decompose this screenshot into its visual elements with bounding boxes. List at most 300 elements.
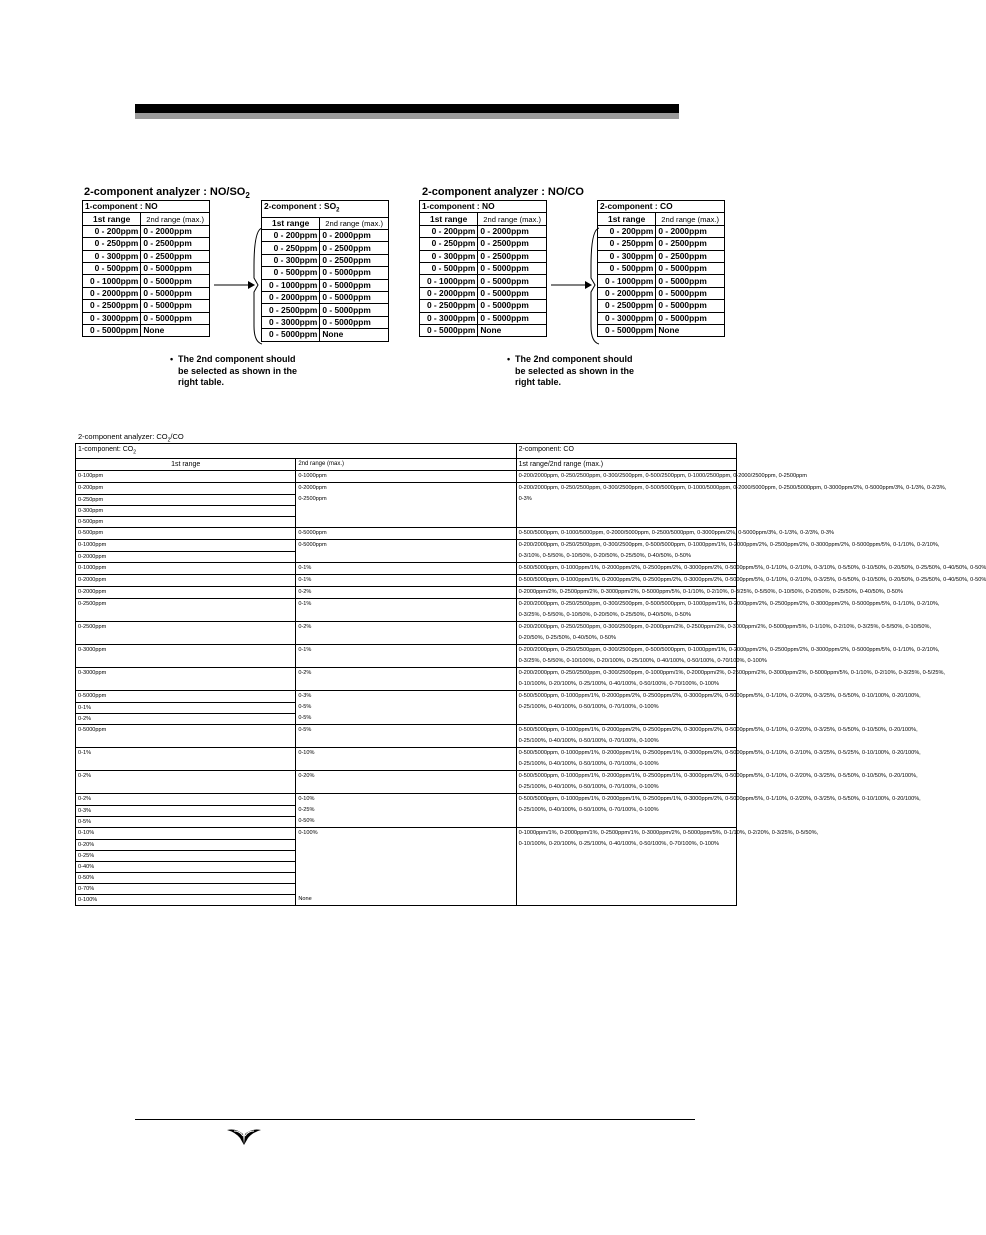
cell-line: 0-3/25%, 0-5/50%, 0-10/100%, 0-20/100%, 0-25/100%, 0-40/100%, 0-50/100%, 0-70/100%, 0-100% — [518, 658, 767, 665]
table-row — [76, 691, 737, 725]
col-header: 1st range — [262, 217, 320, 229]
cell-line: 0-2000ppm — [78, 577, 107, 584]
cell-line: 0-2500ppm — [298, 496, 327, 503]
second-range-cell — [296, 725, 516, 748]
first-range-cell: 0 - 200ppm — [420, 225, 478, 237]
cell-line: 0-1% — [298, 601, 312, 608]
first-range-cell: 0 - 300ppm — [598, 250, 656, 262]
table-row — [76, 563, 737, 575]
cell-line: 0-10% — [298, 750, 315, 757]
cell-line: 0-10/100%, 0-20/100%, 0-25/100%, 0-40/100%, 0-50/100%, 0-70/100%, 0-100% — [518, 841, 719, 848]
combination-cell — [516, 645, 940, 668]
right-arrow-bracket — [549, 226, 601, 346]
cell-line: 0-500/5000ppm, 0-1000ppm/1%, 0-2000ppm/2%, 0-2500ppm/2%, 0-3000ppm/2%, 0-5000ppm/5%, 0-1/10%, 0-2/20%, 0-3/25%, 0-5/50%, 0-10/100%, 0-20/100%, — [518, 693, 921, 700]
cell-line: 0-3% — [518, 496, 532, 503]
first-range-cell — [76, 575, 296, 587]
second-range-cell — [296, 691, 516, 725]
note-line: The 2nd component should — [515, 354, 633, 364]
first-range-cell — [76, 599, 296, 622]
second-range-cell — [296, 483, 516, 528]
first-range-cell: 0 - 5000ppm — [83, 324, 141, 336]
cell-line: 0-500/5000ppm, 0-1000ppm/1%, 0-2000ppm/1%, 0-2500ppm/1%, 0-3000ppm/2%, 0-5000ppm/5%, 0-1/10%, 0-2/20%, 0-3/25%, 0-5/50%, 0-10/100%, 0-20/100%, — [518, 796, 921, 803]
cell-line: 0-40% — [76, 861, 295, 872]
second-range-cell — [296, 668, 516, 691]
cell-line: 0-100% — [298, 830, 318, 837]
table-row — [83, 312, 210, 324]
first-range-cell: 0 - 2000ppm — [83, 287, 141, 299]
second-range-cell — [296, 575, 516, 587]
table-row — [598, 225, 725, 237]
cell-line: 0-2% — [76, 713, 295, 724]
first-range-cell: 0 - 3000ppm — [83, 312, 141, 324]
note-line: be selected as shown in the — [178, 365, 298, 376]
second-range-cell: 0 - 5000ppm — [141, 287, 210, 299]
combination-cell — [516, 691, 921, 725]
second-range-cell: 0 - 5000ppm — [141, 312, 210, 324]
first-range-cell: 0 - 250ppm — [598, 238, 656, 250]
cell-line: 0-200/2000ppm, 0-250/2500ppm, 0-300/2500ppm, 0-500/5000ppm, 0-1000ppm/1%, 0-2000ppm/2%, 0-2500ppm/2%, 0-3000ppm/2%, 0-5000ppm/5%, 0-1/10%, 0-2/10%, — [518, 542, 940, 549]
cell-line: 0-20% — [298, 773, 315, 780]
second-range-cell: 0 - 2500ppm — [141, 238, 210, 250]
cell-line: 0-3/25%, 0-5/50%, 0-10/50%, 0-20/50%, 0-25/50%, 0-40/50%, 0-50% — [518, 612, 691, 619]
table-row — [83, 324, 210, 336]
second-range-cell: None — [141, 324, 210, 336]
cell-line: 0-200/2000ppm, 0-250/2500ppm, 0-300/2500ppm, 0-500/5000ppm, 0-1000ppm/1%, 0-2000ppm/2%, 0-2500ppm/2%, 0-3000ppm/2%, 0-5000ppm/5%, 0-1/10%, 0-2/10%, — [518, 647, 940, 654]
table-row — [598, 312, 725, 324]
table-row — [262, 242, 389, 254]
cell-line: 0-2000ppm — [78, 589, 107, 596]
combination-cell — [516, 563, 986, 575]
first-range-cell: 0 - 3000ppm — [420, 312, 478, 324]
table-row — [420, 300, 547, 312]
cell-line: 0-200/2000ppm, 0-250/2500ppm, 0-300/2500ppm, 0-500/2500ppm, 0-1000/2500ppm, 0-2000/2500ppm, 0-2500ppm — [518, 473, 807, 480]
cell-line: 0-2500ppm — [78, 601, 107, 608]
second-range-cell — [296, 748, 516, 771]
cell-line: 0-1000ppm — [78, 542, 107, 549]
table-row — [420, 324, 547, 336]
note-line: right table. — [515, 377, 562, 387]
second-range-cell: 0 - 5000ppm — [320, 292, 389, 304]
header-rule-black — [135, 104, 679, 113]
table-row — [420, 275, 547, 287]
first-range-cell — [76, 471, 296, 483]
first-range-cell: 0 - 2500ppm — [83, 300, 141, 312]
header-rule-gray — [135, 113, 679, 119]
cell-line: 0-25/100%, 0-40/100%, 0-50/100%, 0-70/100%, 0-100% — [518, 784, 659, 791]
table-row — [83, 250, 210, 262]
table-row — [83, 287, 210, 299]
second-range-cell: None — [656, 324, 725, 336]
co2-co-table — [75, 443, 986, 906]
cell-line: 0-25/100%, 0-40/100%, 0-50/100%, 0-70/100%, 0-100% — [518, 761, 659, 768]
left-arrow-bracket — [212, 226, 264, 346]
table-row — [598, 300, 725, 312]
first-range-cell: 0 - 2500ppm — [420, 300, 478, 312]
table-row — [76, 645, 737, 668]
left-panel-title: 2-component analyzer : $NO/SO_2$ — [84, 186, 250, 201]
cell-line: 0-25/100%, 0-40/100%, 0-50/100%, 0-70/100%, 0-100% — [518, 807, 659, 814]
cell-line: 0-2% — [78, 796, 92, 803]
cell-line: 0-1% — [76, 702, 295, 713]
cell-line: 0-5% — [298, 715, 312, 722]
second-range-cell — [296, 599, 516, 622]
cell-line: 0-2500ppm — [78, 624, 107, 631]
combination-cell — [516, 771, 918, 794]
second-range-cell: 0 - 2500ppm — [478, 250, 547, 262]
table-row — [76, 794, 737, 828]
cell-line: 0-1% — [298, 577, 312, 584]
first-range-cell — [76, 528, 296, 540]
combination-cell — [516, 748, 921, 771]
col-header: 2nd range (max.) — [656, 213, 725, 225]
first-range-cell — [76, 794, 296, 828]
cell-line: 0-25/100%, 0-40/100%, 0-50/100%, 0-70/100%, 0-100% — [518, 738, 659, 745]
first-range-cell: 0 - 200ppm — [83, 225, 141, 237]
table-row — [76, 828, 737, 906]
cell-line: 0-200/2000ppm, 0-250/2500ppm, 0-300/2500ppm, 0-2000ppm/2%, 0-2500ppm/2%, 0-3000ppm/2%, 0-5000ppm/5%, 0-1/10%, 0-2/10%, 0-3/25%, 0-5/50%, 0-10/50%, — [518, 624, 931, 631]
table-row — [262, 279, 389, 291]
table-row — [76, 599, 737, 622]
table-row — [598, 250, 725, 262]
col-header: 2nd range (max.) — [478, 213, 547, 225]
cell-line: 0-1000ppm — [298, 473, 327, 480]
cell-line — [298, 850, 513, 861]
second-range-cell: 0 - 5000ppm — [320, 279, 389, 291]
combination-cell — [516, 599, 940, 622]
second-range-cell: 0 - 5000ppm — [320, 304, 389, 316]
cell-line: 0-5000ppm — [78, 693, 107, 700]
note-line: be selected as shown in the — [515, 365, 635, 376]
cell-line: 0-10% — [78, 830, 95, 837]
note-line: The 2nd component should — [178, 354, 296, 364]
second-range-cell: 0 - 2500ppm — [656, 250, 725, 262]
table-row — [76, 471, 737, 483]
first-range-cell — [76, 691, 296, 725]
first-range-cell — [76, 587, 296, 599]
combination-cell — [516, 668, 945, 691]
table-row — [83, 262, 210, 274]
combination-cell — [516, 587, 903, 599]
table-row — [262, 267, 389, 279]
first-range-cell — [76, 483, 296, 528]
combination-cell — [516, 528, 834, 540]
table-row — [262, 292, 389, 304]
first-range-cell: 0 - 2500ppm — [262, 304, 320, 316]
table-row — [420, 262, 547, 274]
cell-line: 0-100ppm — [78, 473, 104, 480]
second-range-cell: None — [478, 324, 547, 336]
col-header: 2nd range (max.) — [296, 459, 516, 471]
table-header: 2-component : CO — [598, 201, 725, 213]
cell-line: 0-2% — [78, 773, 92, 780]
cell-line: 0-500/5000ppm, 0-1000ppm/1%, 0-2000ppm/2%, 0-2500ppm/2%, 0-3000ppm/2%, 0-5000ppm/5%, 0-1/10%, 0-2/10%, 0-3/25%, 0-5/50%, 0-10/50%, 0-20/50%, 0-25/50%, 0-40/50%, 0-50% — [518, 577, 986, 584]
cell-line: 0-2% — [298, 670, 312, 677]
cell-line: 0-500ppm — [76, 516, 295, 527]
second-range-cell: 0 - 5000ppm — [656, 287, 725, 299]
cell-line: 0-200/2000ppm, 0-250/2500ppm, 0-300/2500ppm, 0-1000ppm/1%, 0-2000ppm/2%, 0-2500ppm/2%, 0-3000ppm/2%, 0-5000ppm/5%, 0-1/10%, 0-2/10%, 0-3/25%, 0-5/25%, — [518, 670, 945, 677]
second-range-cell: 0 - 5000ppm — [141, 262, 210, 274]
second-range-cell — [296, 528, 516, 540]
first-range-cell: 0 - 5000ppm — [598, 324, 656, 336]
cell-line: 0-250ppm — [76, 494, 295, 505]
right-panel-title: 2-component analyzer : NO/CO — [422, 186, 584, 198]
table-row — [262, 254, 389, 266]
table-row — [83, 225, 210, 237]
first-range-cell: 0 - 200ppm — [262, 230, 320, 242]
second-range-cell: 0 - 2000ppm — [656, 225, 725, 237]
cell-line — [298, 883, 513, 894]
right-table-2 — [597, 200, 725, 337]
second-range-cell — [296, 828, 516, 906]
second-range-cell: 0 - 2000ppm — [320, 230, 389, 242]
cell-line: 0-50% — [76, 872, 295, 883]
first-range-cell: 0 - 2000ppm — [598, 287, 656, 299]
table-row — [420, 238, 547, 250]
second-range-cell: 0 - 2000ppm — [478, 225, 547, 237]
col-header: 1st range — [420, 213, 478, 225]
table-row — [83, 300, 210, 312]
cell-line: 0-5000ppm — [298, 530, 327, 537]
first-range-cell: 0 - 250ppm — [83, 238, 141, 250]
cell-line: 0-5000ppm — [298, 542, 327, 549]
first-range-cell: 0 - 1000ppm — [262, 279, 320, 291]
cell-line: 0-5% — [298, 727, 312, 734]
cell-line: 0-2% — [298, 589, 312, 596]
table-row — [76, 575, 737, 587]
cell-line: 0-10% — [298, 796, 315, 803]
right-table-1 — [419, 200, 547, 337]
table-row — [76, 622, 737, 645]
bullet-icon: • — [507, 354, 511, 364]
second-range-cell: None — [320, 329, 389, 341]
second-range-cell: 0 - 5000ppm — [656, 262, 725, 274]
cell-line: 0-3% — [76, 805, 295, 816]
table-header: 2-component: CO — [516, 444, 736, 459]
first-range-cell — [76, 668, 296, 691]
combination-cell — [516, 794, 921, 828]
first-range-cell: 0 - 200ppm — [598, 225, 656, 237]
table-row — [420, 225, 547, 237]
table-row — [420, 312, 547, 324]
first-range-cell: 0 - 5000ppm — [420, 324, 478, 336]
table-row — [598, 324, 725, 336]
first-range-cell — [76, 622, 296, 645]
table-row — [262, 230, 389, 242]
cell-line: 0-70% — [76, 883, 295, 894]
co2-co-title: 2-component analyzer: $CO_2/CO$ — [78, 432, 184, 444]
cell-line: 0-2% — [298, 624, 312, 631]
first-range-cell — [76, 540, 296, 563]
cell-line — [298, 872, 513, 883]
second-range-cell — [296, 587, 516, 599]
first-range-cell: 0 - 2000ppm — [420, 287, 478, 299]
note-line: right table. — [178, 377, 225, 387]
col-header: 2nd range (max.) — [320, 217, 389, 229]
table-header: 2-component : $SO_2$ — [262, 201, 389, 218]
first-range-cell: 0 - 500ppm — [420, 262, 478, 274]
combination-cell — [516, 483, 947, 528]
first-range-cell — [76, 563, 296, 575]
first-range-cell — [76, 645, 296, 668]
second-range-cell: 0 - 2000ppm — [141, 225, 210, 237]
second-range-cell — [296, 540, 516, 563]
second-range-cell — [296, 794, 516, 828]
first-range-cell: 0 - 250ppm — [262, 242, 320, 254]
table-row — [262, 329, 389, 341]
cell-line: 0-5% — [298, 704, 312, 711]
cell-line: 0-3000ppm — [78, 647, 107, 654]
table-row — [83, 238, 210, 250]
cell-line — [298, 839, 513, 850]
cell-line: 0-1000ppm/1%, 0-2000ppm/1%, 0-2500ppm/1%, 0-3000ppm/2%, 0-5000ppm/5%, 0-1/10%, 0-2/20%, 0-3/25%, 0-5/50%, — [518, 830, 819, 837]
cell-line: 0-50% — [298, 818, 315, 825]
col-header: 1st range/2nd range (max.) — [516, 459, 736, 471]
first-range-cell: 0 - 1000ppm — [598, 275, 656, 287]
combination-cell — [516, 828, 819, 906]
table-row — [420, 287, 547, 299]
second-range-cell: 0 - 2500ppm — [141, 250, 210, 262]
left-table-2 — [261, 200, 389, 342]
first-range-cell: 0 - 300ppm — [83, 250, 141, 262]
table-row — [262, 316, 389, 328]
first-range-cell: 0 - 2000ppm — [262, 292, 320, 304]
second-range-cell: 0 - 5000ppm — [320, 267, 389, 279]
table-row — [420, 250, 547, 262]
cell-line: 0-500/5000ppm, 0-1000/5000ppm, 0-2000/5000ppm, 0-2500/5000ppm, 0-3000ppm/2%, 0-5000ppm/3%, 0-1/3%, 0-2/3%, 0-3% — [518, 530, 834, 537]
bullet-icon: • — [170, 354, 174, 364]
cell-line: 0-3% — [298, 693, 312, 700]
second-range-cell: 0 - 5000ppm — [141, 275, 210, 287]
cell-line — [298, 861, 513, 872]
first-range-cell: 0 - 3000ppm — [598, 312, 656, 324]
table-row — [598, 262, 725, 274]
cell-line: 0-500/5000ppm, 0-1000ppm/1%, 0-2000ppm/1%, 0-2500ppm/1%, 0-3000ppm/2%, 0-5000ppm/5%, 0-1/10%, 0-2/10%, 0-3/25%, 0-5/25%, 0-10/100%, 0-20/100%, — [518, 750, 921, 757]
cell-line: 0-2000ppm/2%, 0-2500ppm/2%, 0-3000ppm/2%, 0-5000ppm/5%, 0-1/10%, 0-2/10%, 0-3/25%, 0-5/50%, 0-10/50%, 0-20/50%, 0-25/50%, 0-40/50%, 0-50% — [518, 589, 903, 596]
first-range-cell: 0 - 2500ppm — [598, 300, 656, 312]
second-range-cell: 0 - 2500ppm — [320, 254, 389, 266]
cell-line: 0-500/5000ppm, 0-1000ppm/1%, 0-2000ppm/2%, 0-2500ppm/2%, 0-3000ppm/2%, 0-5000ppm/5%, 0-1/10%, 0-2/10%, 0-3/10%, 0-5/50%, 0-10/50%, 0-20/50%, 0-25/50%, 0-40/50%, 0-50% — [518, 565, 986, 572]
cell-line: 0-200ppm — [78, 485, 104, 492]
cell-line: 0-1% — [78, 750, 92, 757]
cell-line: 0-2000ppm — [298, 485, 327, 492]
second-range-cell: 0 - 5000ppm — [656, 300, 725, 312]
first-range-cell: 0 - 300ppm — [262, 254, 320, 266]
cell-line: 0-1% — [298, 647, 312, 654]
table-row — [598, 238, 725, 250]
footer-rule — [135, 1119, 695, 1120]
second-range-cell: 0 - 5000ppm — [478, 300, 547, 312]
second-range-cell: 0 - 5000ppm — [656, 312, 725, 324]
first-range-cell: 0 - 500ppm — [598, 262, 656, 274]
second-range-cell: 0 - 5000ppm — [478, 287, 547, 299]
table-row — [76, 771, 737, 794]
cell-line: 0-500ppm — [78, 530, 104, 537]
second-range-cell — [296, 471, 516, 483]
first-range-cell — [76, 828, 296, 906]
first-range-cell: 0 - 1000ppm — [83, 275, 141, 287]
cell-line: 0-3000ppm — [78, 670, 107, 677]
table-row — [76, 748, 737, 771]
second-range-cell: 0 - 5000ppm — [478, 275, 547, 287]
table-header: 1-component : NO — [420, 201, 547, 213]
cell-line: 0-25/100%, 0-40/100%, 0-50/100%, 0-70/100%, 0-100% — [518, 704, 659, 711]
second-range-cell — [296, 645, 516, 668]
first-range-cell: 0 - 3000ppm — [262, 316, 320, 328]
second-range-cell: 0 - 2500ppm — [478, 238, 547, 250]
cell-line: 0-200/2000ppm, 0-250/2500ppm, 0-300/2500ppm, 0-500/5000ppm, 0-1000ppm/1%, 0-2000ppm/2%, 0-2500ppm/2%, 0-3000ppm/2%, 0-5000ppm/5%, 0-1/10%, 0-2/10%, — [518, 601, 940, 608]
second-range-cell: 0 - 5000ppm — [478, 312, 547, 324]
left-table-1 — [82, 200, 210, 337]
first-range-cell: 0 - 5000ppm — [262, 329, 320, 341]
combination-cell — [516, 725, 918, 748]
second-range-cell — [296, 771, 516, 794]
second-range-cell: 0 - 5000ppm — [141, 300, 210, 312]
cell-line: 0-2000ppm — [76, 551, 295, 562]
cell-line: 0-100% — [76, 894, 295, 905]
cell-line: 0-500/5000ppm, 0-1000ppm/1%, 0-2000ppm/2%, 0-2500ppm/2%, 0-3000ppm/2%, 0-5000ppm/5%, 0-1/10%, 0-2/20%, 0-3/25%, 0-5/50%, 0-10/50%, 0-20/100%, — [518, 727, 918, 734]
col-header: 1st range — [598, 213, 656, 225]
first-range-cell — [76, 725, 296, 748]
cell-line: 0-20% — [76, 839, 295, 850]
first-range-cell: 0 - 1000ppm — [420, 275, 478, 287]
col-header: 1st range — [76, 459, 296, 471]
cell-line: 0-200/2000ppm, 0-250/2500ppm, 0-300/2500ppm, 0-500/5000ppm, 0-1000/5000ppm, 0-2000/5000ppm, 0-2500/5000ppm, 0-3000ppm/2%, 0-5000ppm/3%, 0-1/3%, 0-2/3%, — [518, 485, 947, 492]
second-range-cell — [296, 622, 516, 645]
second-range-cell: 0 - 5000ppm — [478, 262, 547, 274]
table-row — [83, 275, 210, 287]
first-range-cell: 0 - 500ppm — [83, 262, 141, 274]
cell-line: None — [298, 896, 312, 903]
second-range-cell: 0 - 2500ppm — [320, 242, 389, 254]
table-row — [598, 287, 725, 299]
table-row — [76, 540, 737, 563]
cell-line: 0-1% — [298, 565, 312, 572]
combination-cell — [516, 471, 807, 483]
first-range-cell: 0 - 250ppm — [420, 238, 478, 250]
cell-line: 0-1000ppm — [78, 565, 107, 572]
cell-line: 0-300ppm — [76, 505, 295, 516]
cell-line: 0-500/5000ppm, 0-1000ppm/1%, 0-2000ppm/1%, 0-2500ppm/1%, 0-3000ppm/2%, 0-5000ppm/5%, 0-1/10%, 0-2/20%, 0-3/25%, 0-5/50%, 0-10/50%, 0-20/100%, — [518, 773, 918, 780]
cell-line: 0-5000ppm — [78, 727, 107, 734]
first-range-cell — [76, 748, 296, 771]
second-range-cell — [296, 563, 516, 575]
cell-line: 0-5% — [76, 816, 295, 827]
cell-line: 0-25% — [76, 850, 295, 861]
cell-line: 0-10/100%, 0-20/100%, 0-25/100%, 0-40/100%, 0-50/100%, 0-70/100%, 0-100% — [518, 681, 719, 688]
second-range-cell: 0 - 5000ppm — [656, 275, 725, 287]
combination-cell — [516, 622, 931, 645]
combination-cell — [516, 575, 986, 587]
table-row — [76, 668, 737, 691]
col-header: 2nd range (max.) — [141, 213, 210, 225]
table-header: 1-component: $CO_2$ — [76, 444, 517, 459]
first-range-cell: 0 - 300ppm — [420, 250, 478, 262]
second-range-cell: 0 - 5000ppm — [320, 316, 389, 328]
first-range-cell — [76, 771, 296, 794]
second-range-cell: 0 - 2500ppm — [656, 238, 725, 250]
table-row — [76, 587, 737, 599]
cell-line: 0-3/10%, 0-5/50%, 0-10/50%, 0-20/50%, 0-25/50%, 0-40/50%, 0-50% — [518, 553, 691, 560]
first-range-cell: 0 - 500ppm — [262, 267, 320, 279]
company-logo-icon — [226, 1128, 262, 1146]
table-header: 1-component : NO — [83, 201, 210, 213]
combination-cell — [516, 540, 940, 563]
table-row — [598, 275, 725, 287]
table-row — [76, 725, 737, 748]
table-row — [76, 483, 737, 528]
cell-line: 0-25% — [298, 807, 315, 814]
col-header: 1st range — [83, 213, 141, 225]
